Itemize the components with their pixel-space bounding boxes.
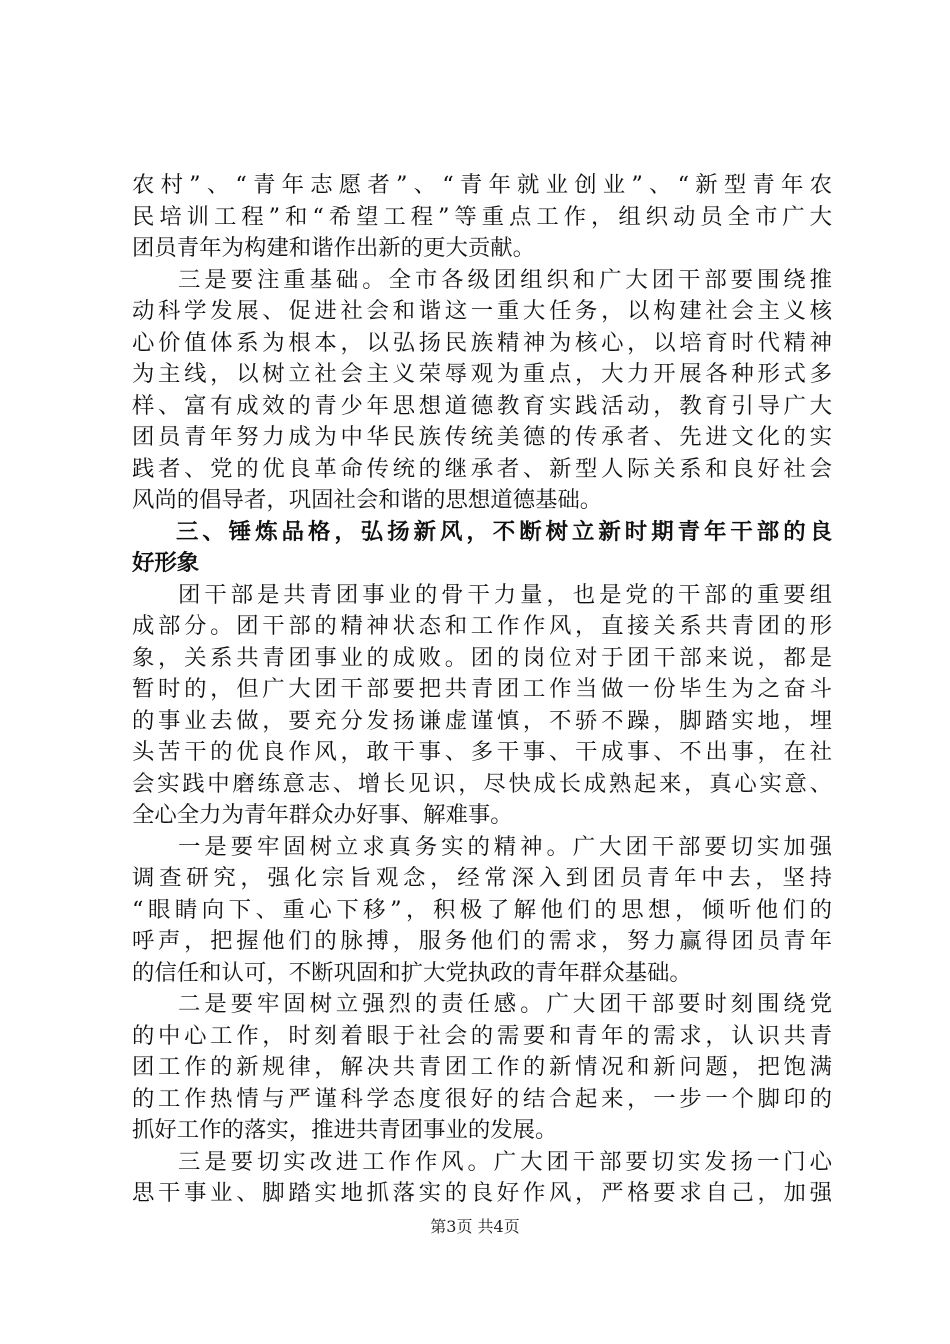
text-line: 抓好工作的落实，推进共青团事业的发展。 <box>132 1117 558 1143</box>
text-line: 调查研究，强化宗旨观念，经常深入到团员青年中去，坚持 <box>132 865 832 891</box>
paragraph-cadres <box>132 580 832 832</box>
paragraph-continuation <box>132 170 832 265</box>
text-line: 全心全力为青年群众办好事、解难事。 <box>132 802 513 828</box>
text-line: 为主线，以树立社会主义荣辱观为重点，大力开展各种形式多 <box>132 361 832 387</box>
text-line: 团工作的新规律，解决共青团工作的新情况和新问题，把饱满 <box>132 1054 832 1080</box>
paragraph-point-three <box>132 1147 832 1210</box>
text-line: 暂时的，但广大团干部要把共青团工作当做一份毕生为之奋斗 <box>132 676 832 702</box>
text-line: 成部分。团干部的精神状态和工作作风，直接关系共青团的形 <box>132 613 832 639</box>
text-line: 团员青年为构建和谐作出新的更大贡献。 <box>132 235 536 261</box>
text-line: 头苦干的优良作风，敢干事、多干事、干成事、不出事，在社 <box>132 739 832 765</box>
paragraph-foundation <box>132 265 832 517</box>
text-line: 三是要注重基础。全市各级团组织和广大团干部要围绕推 <box>178 266 832 293</box>
text-line: 二是要牢固树立强烈的责任感。广大团干部要时刻围绕党 <box>178 991 832 1017</box>
text-line: 会实践中磨练意志、增长见识，尽快成长成熟起来，真心实意、 <box>132 770 832 797</box>
text-line: 民培训工程”和“希望工程”等重点工作，组织动员全市广大 <box>132 203 832 230</box>
text-line: 的工作热情与严谨科学态度很好的结合起来，一步一个脚印的 <box>132 1085 832 1112</box>
text-line: 三是要切实改进工作作风。广大团干部要切实发扬一门心 <box>178 1148 832 1175</box>
heading-line: 好形象 <box>132 550 200 576</box>
text-line: 的中心工作，时刻着眼于社会的需要和青年的需求，认识共青 <box>132 1022 832 1049</box>
text-line: 团干部是共青团事业的骨干力量，也是党的干部的重要组 <box>178 581 832 608</box>
heading-line: 三、锤炼品格，弘扬新风，不断树立新时期青年干部的良 <box>176 518 832 545</box>
text-line: 团员青年努力成为中华民族传统美德的传承者、先进文化的实 <box>132 424 832 450</box>
text-line: 农村”、“青年志愿者”、“青年就业创业”、“新型青年农 <box>132 172 832 198</box>
document-body <box>132 170 832 1210</box>
paragraph-point-one <box>132 832 832 990</box>
text-line: 一是要牢固树立求真务实的精神。广大团干部要切实加强 <box>178 833 832 860</box>
text-line: 的事业去做，要充分发扬谦虚谨慎，不骄不躁，脚踏实地，埋 <box>132 707 832 734</box>
text-line: 思干事业、脚踏实地抓落实的良好作风，严格要求自己，加强 <box>132 1180 832 1206</box>
text-line: 动科学发展、促进社会和谐这一重大任务，以构建社会主义核 <box>132 298 832 324</box>
text-line: 践者、党的优良革命传统的继承者、新型人际关系和良好社会 <box>132 455 832 482</box>
text-line: 象，关系共青团事业的成败。团的岗位对于团干部来说，都是 <box>132 644 832 671</box>
text-line: 心价值体系为根本，以弘扬民族精神为核心，以培育时代精神 <box>132 329 832 356</box>
text-line: 呼声，把握他们的脉搏，服务他们的需求，努力赢得团员青年 <box>132 928 832 954</box>
section-heading <box>132 517 832 580</box>
text-line: “眼睛向下、重心下移”，积极了解他们的思想，倾听他们的 <box>132 896 832 923</box>
page-number-footer: 第3页 共4页 <box>430 1217 520 1236</box>
paragraph-point-two <box>132 989 832 1147</box>
text-line: 样、富有成效的青少年思想道德教育实践活动，教育引导广大 <box>132 392 832 419</box>
text-line: 风尚的倡导者，巩固社会和谐的思想道德基础。 <box>132 487 603 513</box>
text-line: 的信任和认可，不断巩固和扩大党执政的青年群众基础。 <box>132 959 692 986</box>
